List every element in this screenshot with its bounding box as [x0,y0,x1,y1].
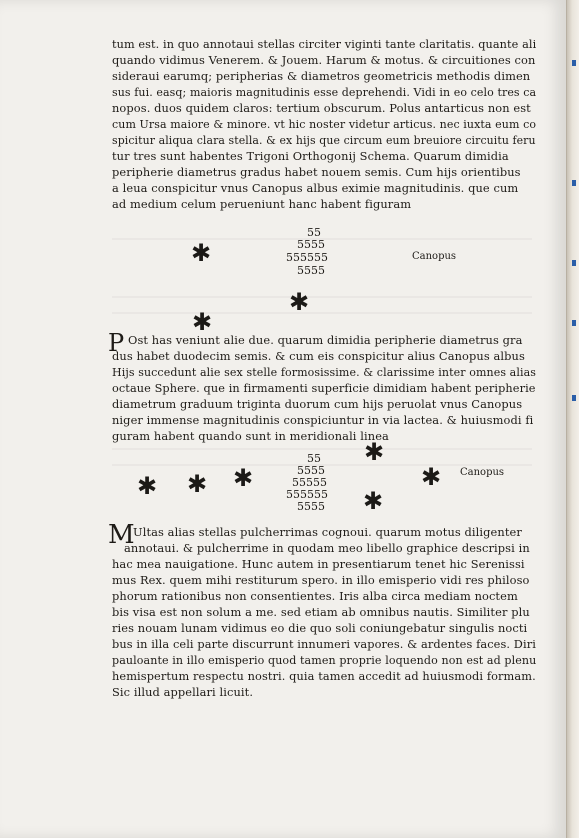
star-icon: ✱ [137,472,158,500]
rubric-mark [572,320,576,326]
text-line: ad medium celum perueniunt hanc habent figuram [112,197,412,211]
text-line: spicitur aliqua clara stella. & ex hijs que circum eum breuiore circuitu feru [112,133,536,147]
text-line: bus in illa celi parte discurrunt innumeri vapores. & ardentes faces. Diri [112,637,536,651]
text-line: bis visa est non solum a me. sed etiam ab omnibus nautis. Similiter plu [112,605,530,619]
text-line: quando vidimus Venerem. & Jouem. Harum & motus. & circuitiones con [112,53,536,67]
text-line: peripherie diametrus gradus habet nouem semis. Cum hijs orientibus [112,165,521,179]
text-line: ries nouam lunam vidimus eo die quo soli coniungebatur singulis nocti [112,621,528,635]
canopus-cluster-row: 5555 [297,238,325,251]
text-line: hemispertum respectu nostri. quia tamen accedit ad huiusmodi formam. [112,669,536,683]
rubric-mark [572,180,576,186]
star-icon: ✱ [187,470,208,498]
initial-letter: P [108,329,125,357]
text-line: a leua conspicitur vnus Canopus albus eximie magnitudinis. que cum [112,181,519,195]
star-icon: ✱ [421,463,442,491]
bleed-through-line [112,296,532,298]
text-line: guram habent quando sunt in meridionali linea [112,429,389,443]
star-icon: ✱ [191,239,212,267]
star-icon: ✱ [233,464,254,492]
text-line: annotaui. & pulcherrime in quodam meo libello graphice descripsi in [124,541,530,555]
star-icon: ✱ [192,308,213,336]
text-line: cum Ursa maiore & minore. vt hic noster videtur articus. nec iuxta eum co [112,117,537,131]
canopus-cluster-row: 5555 [297,264,325,277]
text-line: nopos. duos quidem claros: tertium obscurum. Polus antarticus non est [112,101,531,115]
canopus-label: Canopus [412,251,457,262]
text-line: Sic illud appellari licuit. [112,685,254,699]
text-line: dus habet duodecim semis. & cum eis conspicitur alius Canopus albus [112,349,525,363]
text-line: phorum rationibus non consentientes. Iris alba circa mediam noctem [112,589,518,603]
text-line: niger immense magnitudinis conspiciuntur in via lactea. & huiusmodi fi [112,413,534,427]
bleed-through-line [112,312,532,314]
text-line: mus Rex. quem mihi restiturum spero. in illo emisperio vidi res philoso [112,573,530,587]
canopus-cluster-row: 555555 [286,251,328,264]
text-line: sus fui. easq; maioris magnitudinis esse deprehendi. Vidi in eo celo tres ca [112,85,537,99]
text-line: sideraui earumq; peripherias & diametros geometricis methodis dimen [112,69,531,83]
rubric-mark [572,395,576,401]
canopus-cluster-row: 5555 [297,464,325,477]
star-icon: ✱ [289,288,310,316]
canopus-cluster-row: 555555 [286,488,328,501]
rubric-mark [572,260,576,266]
next-page-edge [566,0,579,838]
canopus-cluster-row: 5555 [297,500,325,513]
bleed-through-line [112,448,532,450]
rubric-mark [572,60,576,66]
text-line: tum est. in quo annotaui stellas circiter viginti tante claritatis. quante ali [112,37,537,51]
text-line: diametrum graduum triginta duorum cum hijs peruolat vnus Canopus [112,397,523,411]
text-line: hac mea nauigatione. Hunc autem in presentiarum tenet hic Serenissi [112,557,525,571]
text-line: tur tres sunt habentes Trigoni Orthogonij Schema. Quarum dimidia [112,149,509,163]
text-line: Hijs succedunt alie sex stelle formosissime. & clarissime inter omnes alias [112,365,537,379]
text-line: Ost has veniunt alie due. quarum dimidia peripherie diametrus gra [128,333,523,347]
canopus-label: Canopus [460,467,505,478]
initial-letter: M [108,520,135,550]
text-line: pauloante in illo emisperio quod tamen proprie loquendo non est ad plenu [112,653,537,667]
canopus-cluster-row: 55 [307,226,321,239]
text-line: octaue Sphere. que in firmamenti superficie dimidiam habent peripherie [112,381,536,395]
canopus-cluster-row: 55 [307,452,321,465]
star-icon: ✱ [364,438,385,466]
canopus-cluster-row: 55555 [292,476,327,489]
star-icon: ✱ [363,487,384,515]
text-line: Ultas alias stellas pulcherrimas cognoui. quarum motus diligenter [133,525,522,539]
